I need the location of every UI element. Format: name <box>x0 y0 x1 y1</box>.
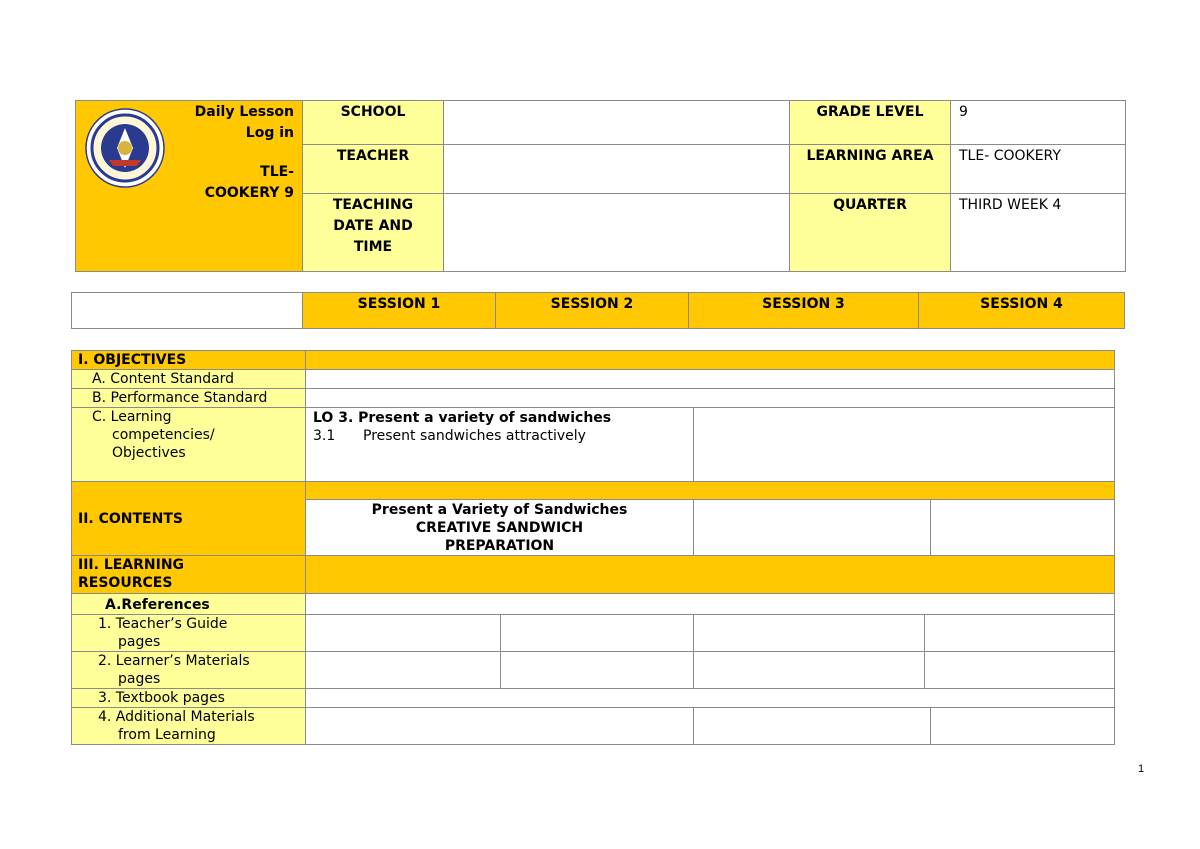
learners-materials-label <box>72 652 306 689</box>
learners-materials-line1: 2. Learner’s Materials <box>98 653 250 669</box>
additional-materials-line1: 4. Additional Materials <box>98 709 255 725</box>
additional-materials-label <box>72 708 306 745</box>
teachers-guide-session-2[interactable] <box>501 615 694 652</box>
teacher-value[interactable] <box>444 145 790 194</box>
quarter-value[interactable]: THIRD WEEK 4 <box>951 194 1126 272</box>
learners-materials-session-4[interactable] <box>925 652 1115 689</box>
learners-materials-line2: pages <box>118 671 161 687</box>
session-3-header: SESSION 3 <box>689 293 919 329</box>
learners-materials-session-2[interactable] <box>501 652 694 689</box>
learning-outcome-item <box>313 427 693 445</box>
lesson-header-table <box>75 100 1126 272</box>
textbook-pages-label: 3. Textbook pages <box>72 689 306 708</box>
learning-resources-heading <box>72 556 306 594</box>
quarter-label: QUARTER <box>790 194 951 272</box>
teacher-label: TEACHER <box>303 145 444 194</box>
teachers-guide-line2: pages <box>118 634 161 650</box>
learning-resources-line2: RESOURCES <box>78 575 173 591</box>
teaching-date-label-line1: TEACHING <box>332 197 414 213</box>
contents-heading-fill <box>306 482 1115 500</box>
competencies-session-3-4[interactable] <box>694 408 1115 482</box>
page-number: 1 <box>1138 763 1145 775</box>
lo-item-text: Present sandwiches attractively <box>363 428 586 444</box>
teachers-guide-session-3[interactable] <box>694 615 925 652</box>
teaching-date-label-line3: TIME <box>353 239 393 255</box>
contents-line3: PREPARATION <box>444 538 555 554</box>
sessions-table <box>71 292 1125 329</box>
teaching-date-label <box>303 194 444 272</box>
teaching-date-value[interactable] <box>444 194 790 272</box>
teachers-guide-session-4[interactable] <box>925 615 1115 652</box>
contents-heading: II. CONTENTS <box>72 482 306 556</box>
performance-standard-value[interactable] <box>306 389 1115 408</box>
dll-title-line1: Daily Lesson <box>194 104 294 120</box>
learners-materials-session-3[interactable] <box>694 652 925 689</box>
objectives-heading-fill <box>306 351 1115 370</box>
competencies-session-1-2[interactable] <box>306 408 694 482</box>
contents-session-4[interactable] <box>931 500 1115 556</box>
content-standard-label: A. Content Standard <box>72 370 306 389</box>
teachers-guide-session-1[interactable] <box>306 615 501 652</box>
lo-item-number: 3.1 <box>313 428 336 444</box>
contents-session-3[interactable] <box>694 500 931 556</box>
session-1-header: SESSION 1 <box>303 293 496 329</box>
learners-materials-session-1[interactable] <box>306 652 501 689</box>
textbook-pages-value[interactable] <box>306 689 1115 708</box>
contents-line1: Present a Variety of Sandwiches <box>371 502 628 518</box>
teachers-guide-line1: 1. Teacher’s Guide <box>98 616 228 632</box>
session-4-header: SESSION 4 <box>919 293 1125 329</box>
competencies-line2: competencies/ <box>112 427 215 443</box>
learning-area-value[interactable]: TLE- COOKERY <box>951 145 1126 194</box>
contents-line2: CREATIVE SANDWICH <box>415 520 584 536</box>
dll-title-line2: Log in <box>245 125 294 141</box>
learning-resources-fill <box>306 556 1115 594</box>
competencies-line3: Objectives <box>112 445 186 461</box>
objectives-heading: I. OBJECTIVES <box>72 351 306 370</box>
subject-line2: COOKERY 9 <box>204 185 294 201</box>
teachers-guide-label <box>72 615 306 652</box>
references-label: A.References <box>72 594 306 615</box>
learning-outcome-title: LO 3. Present a variety of sandwiches <box>313 410 612 426</box>
header-title-cell <box>76 101 303 272</box>
lesson-plan-table <box>71 350 1115 745</box>
session-2-header: SESSION 2 <box>496 293 689 329</box>
teaching-date-label-line2: DATE AND <box>333 218 413 234</box>
sessions-blank-cell <box>72 293 303 329</box>
learning-resources-line1: III. LEARNING <box>78 557 185 573</box>
contents-session-1-2[interactable] <box>306 500 694 556</box>
school-value[interactable] <box>444 101 790 145</box>
content-standard-value[interactable] <box>306 370 1115 389</box>
school-label: SCHOOL <box>303 101 444 145</box>
grade-level-value[interactable]: 9 <box>951 101 1126 145</box>
learning-area-label: LEARNING AREA <box>790 145 951 194</box>
additional-materials-session-1-2[interactable] <box>306 708 694 745</box>
performance-standard-label: B. Performance Standard <box>72 389 306 408</box>
additional-materials-line2: from Learning <box>118 727 216 743</box>
learning-competencies-label <box>72 408 306 482</box>
additional-materials-session-3[interactable] <box>694 708 931 745</box>
subject-line1: TLE- <box>260 164 294 180</box>
grade-level-label: GRADE LEVEL <box>790 101 951 145</box>
competencies-line1: C. Learning <box>92 409 172 425</box>
references-value[interactable] <box>306 594 1115 615</box>
additional-materials-session-4[interactable] <box>931 708 1115 745</box>
deped-seal-logo <box>85 108 165 188</box>
